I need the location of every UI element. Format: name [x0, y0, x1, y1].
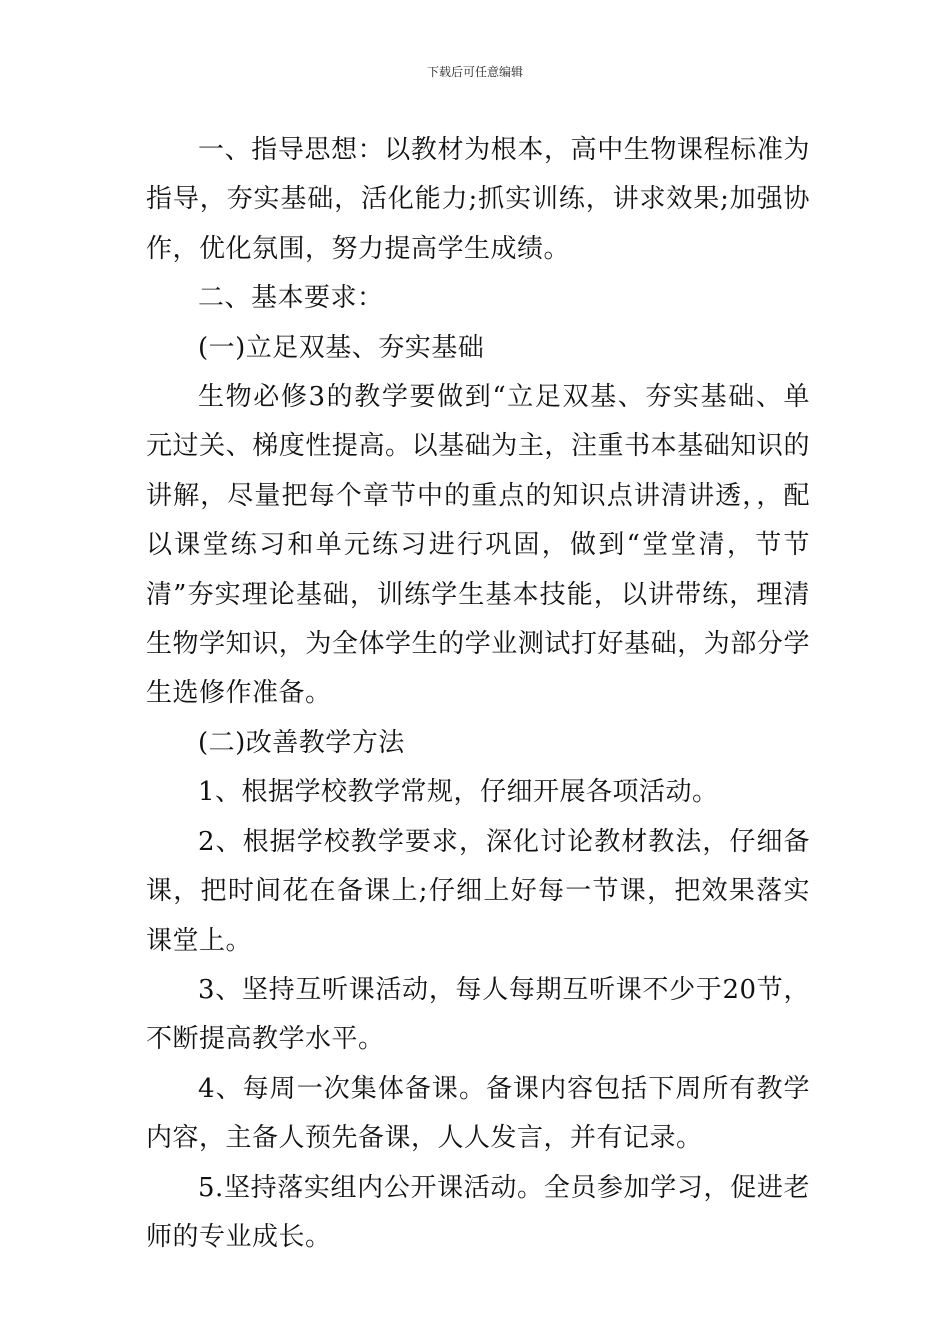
paragraph-basic-requirements-heading: 二、基本要求： [198, 283, 384, 314]
paragraph-item-3: 3、坚持互听课活动，每人每期互听课不少于20节，不断提高教学水平。 [146, 974, 810, 1055]
document-body [146, 126, 810, 1262]
paragraph-section-two-heading: (二)改善教学方法 [198, 727, 405, 758]
header-note: 下载后可任意编辑 [426, 65, 523, 79]
paragraph-section-one-body: 生物必修3的教学要做到“立足双基、夯实基础、单元过关、梯度性提高。以基础为主，注重书本基础知识的讲解，尽量把每个章节中的重点的知识点讲清讲透，，配以课堂练习和单元练习进行巩固，做到“堂堂清，节节清”夯实理论基础，训练学生基本技能，以讲带练，理清生物学知识，为全体学生的学业测试打好基础，为部分学生选修作准备。 [146, 382, 810, 709]
paragraph-item-4: 4、每周一次集体备课。备课内容包括下周所有教学内容，主备人预先备课，人人发言，并有记录。 [146, 1073, 810, 1154]
paragraph-item-2: 2、根据学校教学要求，深化讨论教材教法，仔细备课，把时间花在备课上;仔细上好每一节课，把效果落实课堂上。 [146, 826, 810, 956]
paragraph-section-one-heading: (一)立足双基、夯实基础 [198, 332, 485, 363]
paragraph-guiding-thought: 一、指导思想：以教材为根本，高中生物课程标准为指导，夯实基础，活化能力;抓实训练，讲求效果;加强协作，优化氛围，努力提高学生成绩。 [146, 135, 810, 264]
paragraph-item-5: 5.坚持落实组内公开课活动。全员参加学习，促进老师的专业成长。 [146, 1172, 810, 1252]
paragraph-item-1: 1、根据学校教学常规，仔细开展各项活动。 [198, 777, 719, 808]
